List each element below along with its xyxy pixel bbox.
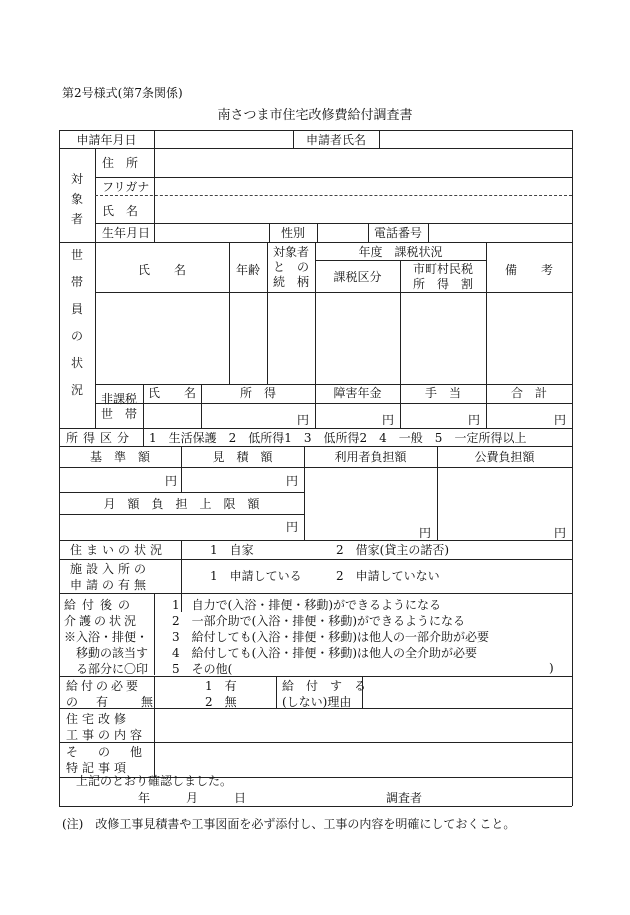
confirm-year: 年 [138,791,151,805]
care-option-5[interactable]: 5 その他( [172,662,233,676]
form-number: 第2号様式(第7条関係) [62,86,183,100]
gender-field[interactable] [318,224,368,240]
other-notes-field[interactable] [155,743,571,776]
subject-section-label: 対 象 者 [70,172,83,226]
renovation-label-line2: 工事の内容 [66,728,147,742]
standard-amount-yen: 円 [164,474,177,488]
renovation-label [66,711,146,743]
care-label-line4: 移動の該当す [76,646,149,660]
user-burden-label: 利用者負担額 [334,450,407,464]
housing-option-rent[interactable]: 2 借家(貸主の諾否) [336,543,449,557]
household-col-remarks: 備 考 [504,263,553,277]
user-burden-yen: 円 [418,526,431,540]
care-option-3[interactable]: 3 給付しても(入浴・排便・移動)は他人の一部介助が必要 [172,630,490,644]
care-options [172,597,489,677]
reason-label-line2: (しない)理由 [282,695,352,709]
income-class-options[interactable]: 1 生活保護 2 低所得1 3 低所得2 4 一般 5 一定所得以上 [149,431,527,445]
care-label-line3: ※入浴・排便・ [64,630,149,644]
care-label-line5: る部分に〇印 [76,662,149,676]
facility-label [70,561,150,593]
confirm-day: 日 [234,791,247,805]
reason-label-line1: 給 付 す る [282,679,367,693]
application-date-field[interactable] [155,131,293,147]
care-option-5-close: ) [549,661,554,675]
facility-label-line1: 施設入所の [70,562,151,576]
furigana-field[interactable] [155,178,571,194]
estimate-amount-label: 見 積 額 [212,450,273,464]
relation-line2: と の [272,260,309,274]
name-label: 氏 名 [102,204,139,218]
subject-name-field[interactable] [155,196,571,222]
footer-note: (注) 改修工事見積書や工事図面を必ず添付し、工事の内容を明確にしておくこと。 [62,817,516,831]
care-label-line1: 給付後の [64,598,137,612]
birthdate-field[interactable] [155,224,269,240]
housing-option-own[interactable]: 1 自家 [210,543,254,557]
household-col-tax-year: 年度 課税状況 [358,245,443,259]
monthly-cap-label: 月 額 負 担 上 限 額 [103,497,260,511]
reason-label [282,678,366,710]
relation-line1: 対象者 [272,245,309,259]
confirmation-text: 上記のとおり確認しました。 [76,774,233,788]
necessity-option-yes[interactable]: 1 有 [205,679,237,693]
standard-amount-label: 基 準 額 [89,450,150,464]
page-title: 南さつま市住宅改修費給付調査書 [217,108,413,123]
address-field[interactable] [155,149,571,177]
facility-option-applied[interactable]: 1 申請している [210,569,302,583]
nontax-pension-label: 障害年金 [333,386,382,400]
reason-field[interactable] [363,677,571,707]
household-col-tax-class: 課税区分 [333,270,382,284]
application-date-label: 申請年月日 [76,133,137,147]
housing-label: 住まいの状況 [70,543,167,557]
birthdate-label: 生年月日 [102,226,151,240]
nontax-total-label: 合 計 [510,386,547,400]
household-col-age: 年齢 [235,263,260,277]
relation-line3: 続 柄 [272,275,309,289]
applicant-name-label: 申請者氏名 [305,133,366,147]
estimate-amount-yen: 円 [285,474,298,488]
income-class-label: 所得区分 [66,431,135,445]
necessity-label-line2: の 有 無 [66,695,157,709]
address-label: 住 所 [102,156,139,170]
other-label-line2: 特記事項 [66,761,131,775]
nontax-income-label: 所 得 [239,386,276,400]
household-section-label: 世 帯 員 の 状 況 [70,248,83,397]
other-label-line1: そ の 他 [66,745,147,759]
care-option-1[interactable]: 1 自力で(入浴・排便・移動)ができるようになる [172,598,441,612]
nontax-name-label: 氏 名 [147,386,196,400]
household-col-relation [267,245,315,290]
necessity-options [205,678,237,710]
confirm-month: 月 [186,791,199,805]
gender-label: 性別 [280,226,305,240]
public-burden-label: 公費負担額 [474,450,535,464]
facility-option-not-applied[interactable]: 2 申請していない [336,569,440,583]
household-members-area[interactable] [96,293,571,383]
nontax-allowance-yen: 円 [467,413,480,427]
renovation-label-line1: 住宅改修 [66,712,131,726]
renovation-field[interactable] [155,709,571,741]
care-option-4[interactable]: 4 給付しても(入浴・排便・移動)は他人の全介助が必要 [172,646,478,660]
care-label-line2: 介護の状況 [64,614,140,628]
household-col-name: 氏 名 [137,263,186,277]
nontax-income-yen: 円 [296,413,309,427]
applicant-name-field[interactable] [380,131,571,147]
investigator-label: 調査者 [386,791,423,805]
nontax-allowance-label: 手 当 [424,386,461,400]
public-burden-yen: 円 [553,526,566,540]
facility-label-line2: 申請の有無 [70,578,151,592]
phone-field[interactable] [429,224,571,240]
necessity-label [66,678,156,710]
necessity-option-no[interactable]: 2 無 [205,695,237,709]
phone-label: 電話番号 [373,226,422,240]
necessity-label-line1: 給付の必要 [66,679,142,693]
nontax-total-yen: 円 [553,413,566,427]
other-notes-label [66,744,146,776]
nontax-pension-yen: 円 [381,413,394,427]
nontax-household-label: 非課税 世 帯 [100,392,137,421]
care-status-label [64,597,148,677]
care-option-2[interactable]: 2 一部介助で(入浴・排便・移動)ができるようになる [172,614,466,628]
household-col-municipal-tax: 市町村民税 所 得 割 [412,262,473,291]
monthly-cap-yen: 円 [285,520,298,534]
furigana-label: フリガナ [102,180,150,194]
